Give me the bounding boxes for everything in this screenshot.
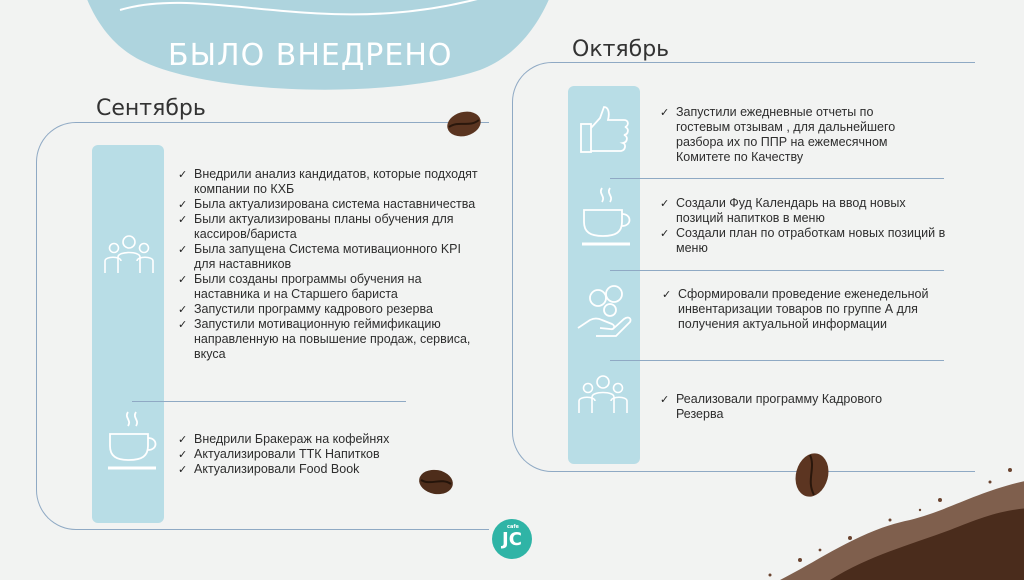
october-menu-list bbox=[660, 196, 950, 256]
list-item: ✓ Были актуализированы планы обучения для кассиров/бариста bbox=[178, 212, 478, 242]
list-item: ✓ Внедрили анализ кандидатов, которые подходят компании по КХБ bbox=[178, 167, 478, 197]
divider bbox=[610, 178, 944, 179]
team-icon bbox=[576, 373, 630, 415]
divider bbox=[610, 270, 944, 271]
list-item: ✓ Внедрили Бракераж на кофейнях bbox=[178, 432, 448, 447]
october-reserve-list bbox=[660, 392, 930, 422]
october-feedback-list bbox=[660, 105, 930, 165]
list-item: ✓ Запустили ежедневные отчеты по гостевым отзывам , для дальнейшего разбора их по ППР на ежемесячном Комитете по Качеству bbox=[660, 105, 930, 165]
list-item: ✓ Была запущена Система мотивационного KPI для наставников bbox=[178, 242, 478, 272]
september-heading: Сентябрь bbox=[96, 96, 206, 121]
list-item: ✓ Сформировали проведение еженедельной инвентаризации товаров по группе А для получения актуальной информации bbox=[662, 287, 952, 332]
list-item: ✓ Создали Фуд Календарь на ввод новых позиций напитков в меню bbox=[660, 196, 950, 226]
october-inventory-list bbox=[662, 287, 952, 332]
coffee-bean-image bbox=[444, 108, 484, 140]
divider bbox=[610, 360, 944, 361]
coffee-bean-image bbox=[416, 466, 456, 498]
september-team-list bbox=[178, 167, 478, 362]
coffee-grounds-image bbox=[740, 460, 1024, 580]
list-item: ✓ Была актуализирована система наставничества bbox=[178, 197, 478, 212]
coffee-cup-icon bbox=[104, 408, 162, 470]
logo-small-text: cafe bbox=[507, 524, 519, 530]
coins-hand-icon bbox=[576, 284, 634, 340]
page-title: БЫЛО ВНЕДРЕНО bbox=[168, 38, 453, 73]
divider bbox=[132, 401, 406, 402]
list-item: ✓ Создали план по отработкам новых позиций в меню bbox=[660, 226, 950, 256]
september-drink-list bbox=[178, 432, 448, 477]
list-item: ✓ Были созданы программы обучения на наставника и на Старшего бариста bbox=[178, 272, 478, 302]
team-icon bbox=[102, 233, 156, 275]
coffee-cup-icon bbox=[578, 184, 636, 246]
list-item: ✓ Запустили мотивационную геймификацию направленную на повышение продаж, сервиса, вкуса bbox=[178, 317, 478, 362]
thumbs-up-icon bbox=[578, 104, 632, 156]
logo-text: JC bbox=[502, 529, 522, 550]
october-heading: Октябрь bbox=[572, 37, 670, 62]
list-item: ✓ Актуализировали Food Book bbox=[178, 462, 448, 477]
list-item: ✓ Запустили программу кадрового резерва bbox=[178, 302, 478, 317]
list-item: ✓ Реализовали программу Кадрового Резерва bbox=[660, 392, 930, 422]
jc-logo bbox=[492, 519, 532, 559]
list-item: ✓ Актуализировали ТТК Напитков bbox=[178, 447, 448, 462]
